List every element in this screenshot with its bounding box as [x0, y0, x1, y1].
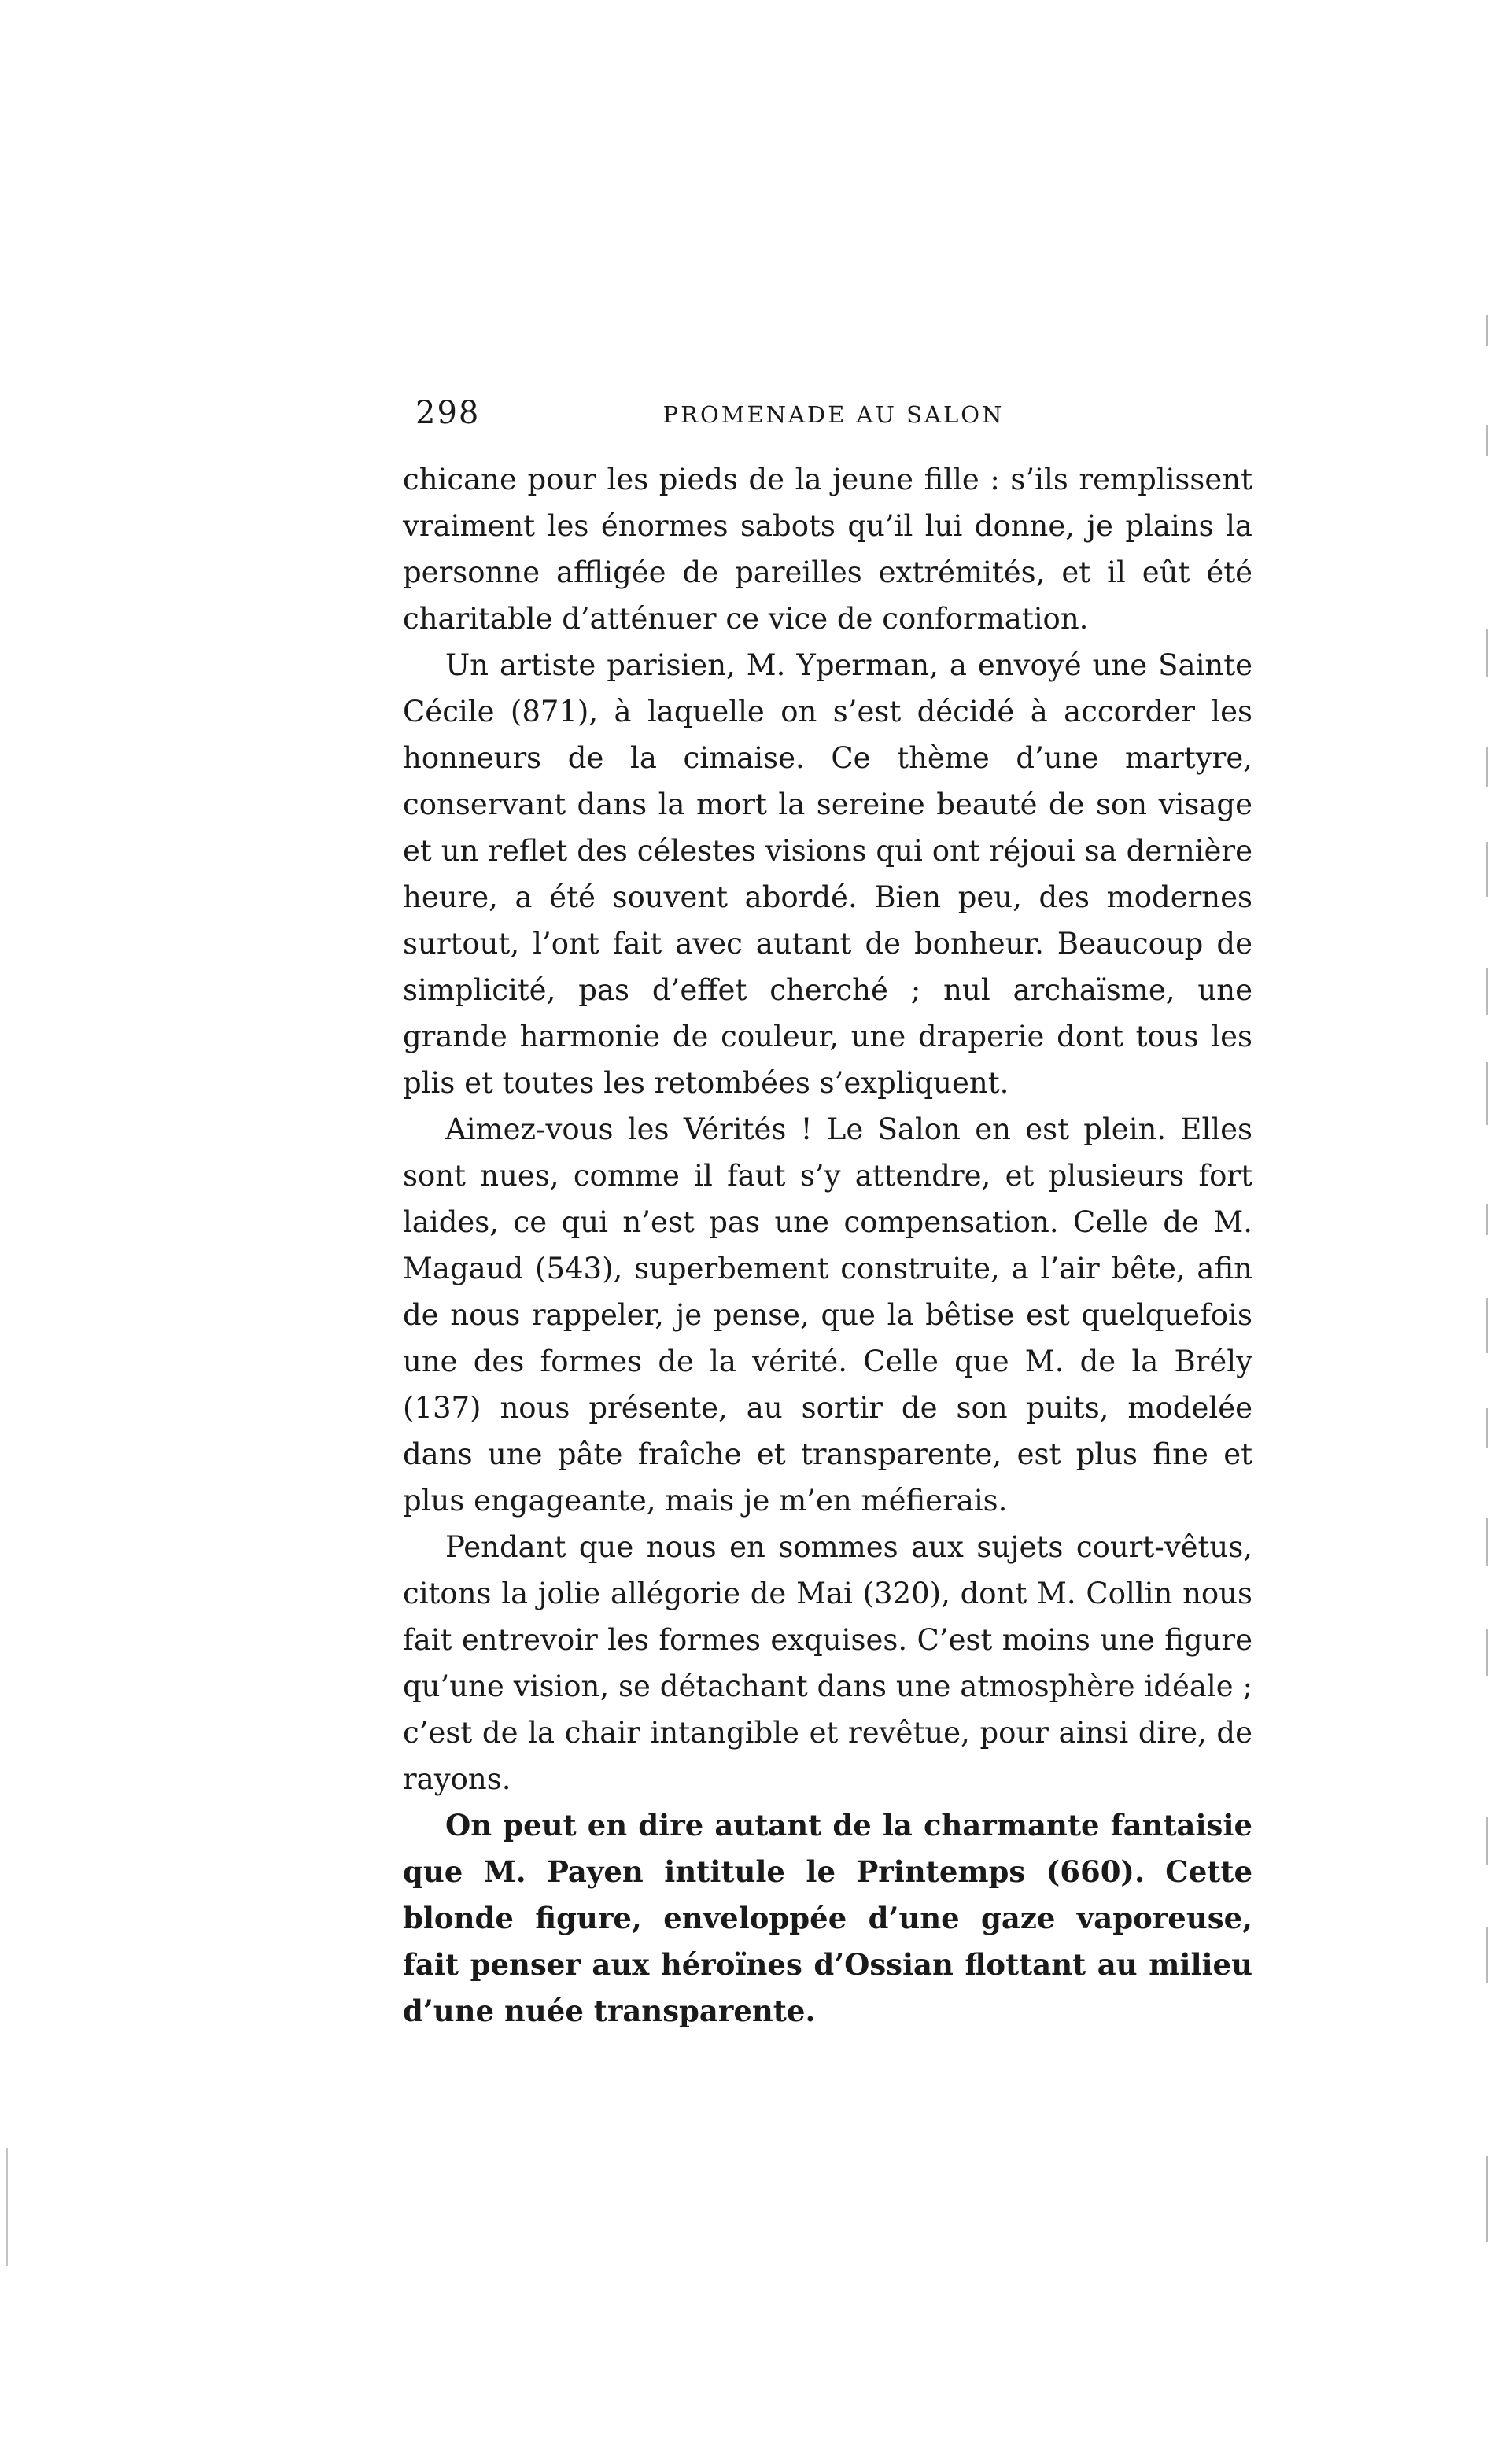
- scan-edge-mark: [1486, 1629, 1488, 1676]
- scan-edge-mark: [1486, 842, 1488, 897]
- scan-edge-mark: [1486, 315, 1488, 346]
- page-number: 298: [415, 395, 481, 431]
- paragraph-continuation: chicane pour les pieds de la jeune fille : s’ils remplissent vraiment les énormes sabots qu’il lui donne, je plains la personne affligée de pareilles extrémités, et il eût été charitable d’atténuer ce vice de conformation.: [403, 463, 1252, 636]
- scan-edge-mark: [1486, 425, 1488, 456]
- scan-edge-mark: [1486, 747, 1488, 787]
- scan-edge-mark: [1486, 1062, 1488, 1125]
- body-text: [403, 456, 1252, 2034]
- scan-edge-mark: [1486, 629, 1488, 677]
- scan-edge-mark: [1486, 1408, 1488, 1448]
- scan-edge-mark: [1486, 1518, 1488, 1566]
- paragraph-yperman: Un artiste parisien, M. Yperman, a envoyé une Sainte Cécile (871), à laquelle on s’est décidé à accorder les honneurs de la cimaise. Ce thème d’une martyre, conservant dans la mort la sereine beauté de son visage et un reflet des célestes visions qui ont réjoui sa dernière heure, a été souvent abordé. Bien peu, des modernes surtout, l’ont fait avec autant de bonheur. Beaucoup de simplicité, pas d’effet cherché ; nul archaïsme, une grande harmonie de couleur, une draperie dont tous les plis et toutes les retombées s’expliquent.: [403, 648, 1252, 1100]
- scan-edge-mark: [1486, 1298, 1488, 1353]
- scan-edge-mark: [1486, 1817, 1488, 1865]
- scan-edge-mark: [1486, 2156, 1488, 2242]
- scan-edge-mark: [1486, 968, 1488, 1015]
- scan-edge-mark: [6, 2148, 8, 2266]
- page-header: [415, 390, 1252, 437]
- paragraph-payen: On peut en dire autant de la charmante fantaisie que M. Payen intitule le Printemps (660). Cette blonde figure, enveloppée d’une gaze vaporeuse, fait penser aux héroïnes d’Ossian flottant au milieu d’une nuée transparente.: [403, 1808, 1252, 2028]
- paragraph-collin: Pendant que nous en sommes aux sujets court-vêtus, citons la jolie allégorie de Mai (320), dont M. Collin nous fait entrevoir les formes exquises. C’est moins une figure qu’une vision, se détachant dans une atmosphère idéale ; c’est de la chair intangible et revêtue, pour ainsi dire, de rayons.: [403, 1530, 1252, 1796]
- paragraph-verites: Aimez-vous les Vérités ! Le Salon en est plein. Elles sont nues, comme il faut s’y attendre, et plusieurs fort laides, ce qui n’est pas une compensation. Celle de M. Magaud (543), superbement construite, a l’air bête, afin de nous rappeler, je pense, que la bêtise est quelquefois une des formes de la vérité. Celle que M. de la Brély (137) nous présente, au sortir de son puits, modelée dans une pâte fraîche et transparente, est plus fine et plus engageante, mais je m’en méfierais.: [403, 1112, 1252, 1518]
- running-title: PROMENADE AU SALON: [662, 401, 1005, 428]
- scan-edge-mark: [1486, 1927, 1488, 1983]
- scan-edge-mark: [1486, 1204, 1488, 1235]
